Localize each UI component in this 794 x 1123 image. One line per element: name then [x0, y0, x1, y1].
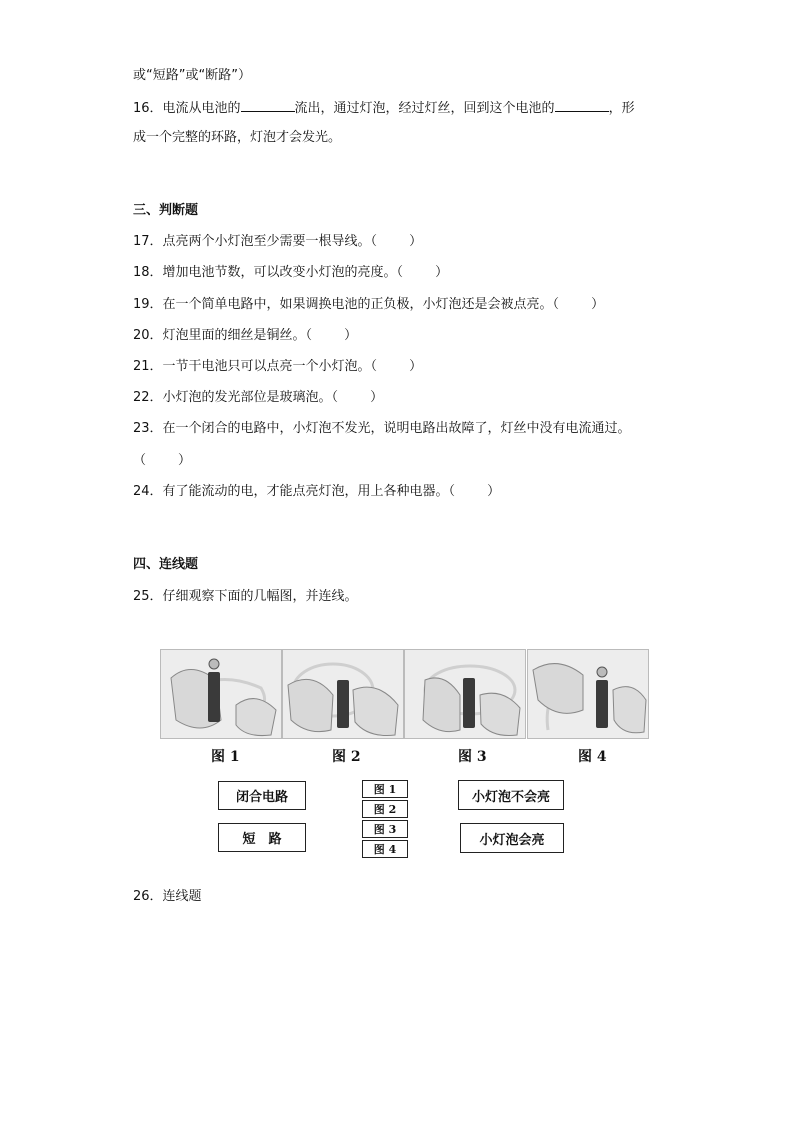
q16-text-1: 16．电流从电池的 [133, 101, 241, 116]
question-16-line1 [133, 98, 635, 118]
answer-paren-close: ） [178, 453, 192, 468]
answer-paren-open: （ [370, 359, 378, 374]
match-figure-3-box[interactable]: 图 3 [362, 820, 408, 838]
continuation-text: 或“短路”或“断路”） [133, 68, 251, 83]
answer-paren-close: ） [409, 359, 423, 374]
figure-3-photo [404, 649, 526, 739]
answer-paren-close: ） [409, 234, 423, 249]
answer-paren-close: ） [591, 297, 605, 312]
question-18-text: 18．增加电池节数，可以改变小灯泡的亮度。 [133, 265, 397, 280]
section-3-title: 三、判断题 [133, 203, 199, 218]
bulb-lit-box[interactable]: 小灯泡会亮 [460, 823, 564, 853]
question-18 [133, 264, 448, 282]
answer-paren-close: ） [344, 328, 358, 343]
match-figure-2-box[interactable]: 图 2 [362, 800, 408, 818]
answer-paren-open: （ [448, 484, 456, 499]
figure-1-label: 图 1 [211, 749, 240, 765]
figure-1-photo [160, 649, 282, 739]
question-23-answer [133, 452, 191, 470]
answer-paren-open: （ [396, 265, 404, 280]
q16-text-2: 流出，通过灯泡，经过灯丝，回到这个电池的 [294, 101, 555, 116]
question-21-text: 21．一节干电池只可以点亮一个小灯泡。 [133, 359, 371, 374]
question-21 [133, 358, 422, 376]
question-19-text: 19．在一个简单电路中，如果调换电池的正负极，小灯泡还是会被点亮。 [133, 297, 553, 312]
answer-paren-open: （ [133, 453, 147, 468]
short-circuit-box[interactable]: 短 路 [218, 823, 306, 852]
question-17 [133, 233, 422, 251]
answer-paren-open: （ [370, 234, 378, 249]
question-20-text: 20．灯泡里面的细丝是铜丝。 [133, 328, 306, 343]
question-17-text: 17．点亮两个小灯泡至少需要一根导线。 [133, 234, 371, 249]
closed-circuit-box[interactable]: 闭合电路 [218, 781, 306, 810]
answer-paren-close: ） [487, 484, 501, 499]
answer-paren-close: ） [435, 265, 449, 280]
bulb-not-lit-box[interactable]: 小灯泡不会亮 [458, 780, 564, 810]
question-24-text: 24．有了能流动的电，才能点亮灯泡，用上各种电器。 [133, 484, 449, 499]
match-figure-1-box[interactable]: 图 1 [362, 780, 408, 798]
answer-paren-open: （ [331, 390, 339, 405]
answer-paren-open: （ [552, 297, 560, 312]
question-25: 25．仔细观察下面的几幅图，并连线。 [133, 589, 358, 604]
answer-paren-close: ） [370, 390, 384, 405]
match-figure-4-box[interactable]: 图 4 [362, 840, 408, 858]
question-22 [133, 389, 383, 407]
figure-2-photo [282, 649, 404, 739]
question-20 [133, 327, 357, 345]
answer-paren-open: （ [305, 328, 313, 343]
question-22-text: 22．小灯泡的发光部位是玻璃泡。 [133, 390, 332, 405]
section-4-title: 四、连线题 [133, 557, 199, 572]
question-24 [133, 483, 500, 501]
question-26: 26．连线题 [133, 889, 202, 904]
q16-blank-2[interactable] [555, 98, 609, 112]
figure-4-photo [527, 649, 649, 739]
figure-4-label: 图 4 [578, 749, 607, 765]
q16-text-3: ，形 [608, 101, 635, 116]
q16-blank-1[interactable] [241, 98, 295, 112]
question-16-line2: 成一个完整的环路，灯泡才会发光。 [133, 130, 342, 145]
figure-3-label: 图 3 [458, 749, 487, 765]
figure-2-label: 图 2 [332, 749, 361, 765]
question-23: 23．在一个闭合的电路中，小灯泡不发光，说明电路出故障了，灯丝中没有电流通过。 [133, 421, 631, 436]
question-19 [133, 296, 604, 314]
